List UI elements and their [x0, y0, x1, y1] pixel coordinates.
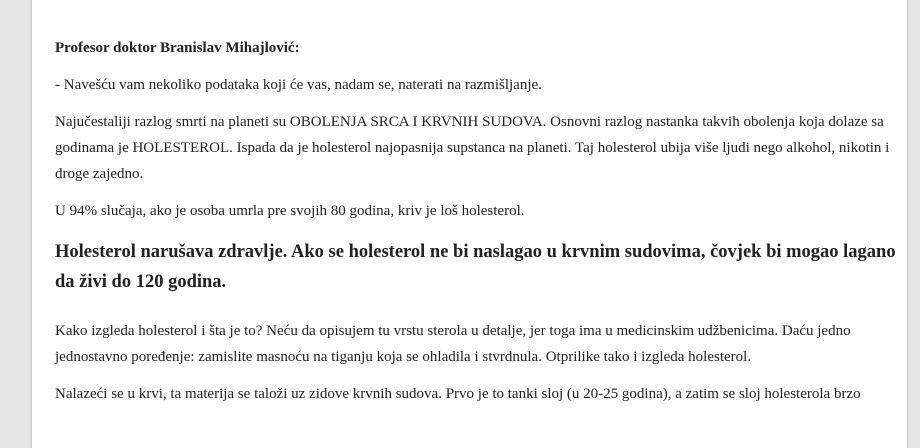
cut-off-text-line [54, 0, 254, 2]
paragraph-deposits: Nalazeći se u krvi, ta materija se taloži uz zidove krvnih sudova. Prvo je to tanki sloj (u 20-25 godina), a zatim se sloj holesterola brzo [55, 386, 861, 402]
paragraph-causes-of-death: Najučestaliji razlog smrti na planeti su OBOLENJA SRCA I KRVNIH SUDOVA. Osnovni razlog nastanka takvih obolenja koja dolaze sa godinama je HOLESTEROL. Ispada da je holesterol najopasnija supstanca na planeti. Taj holesterol ubija više ljudi nego alkohol, nikotin i droge zajedno. [55, 114, 890, 182]
article-body [55, 35, 900, 407]
paragraph-statistics: U 94% slučaja, ako je osoba umrla pre svojih 80 godina, kriv je loš holesterol. [55, 203, 525, 219]
subheading: Holesterol narušava zdravlje. Ako se holesterol ne bi naslagao u krvnim sudovima, čovjek bi mogao lagano da živi do 120 godina. [55, 242, 896, 292]
author-heading: Profesor doktor Branislav Mihajlović: [55, 40, 300, 56]
paragraph-what-is-cholesterol: Kako izgleda holesterol i šta je to? Neću da opisujem tu vrstu sterola u detalje, jer toga ima u medicinskim udžbenicima. Daću jedno jednostavno poređenje: zamislite masnoću na tiganju koja se ohladila i stvrdnula. Otprilike tako i izgleda holesterol. [55, 323, 851, 365]
intro-paragraph: - Navešću vam nekoliko podataka koji će vas, nadam se, naterati na razmišljanje. [55, 77, 542, 93]
article-page [31, 0, 908, 448]
